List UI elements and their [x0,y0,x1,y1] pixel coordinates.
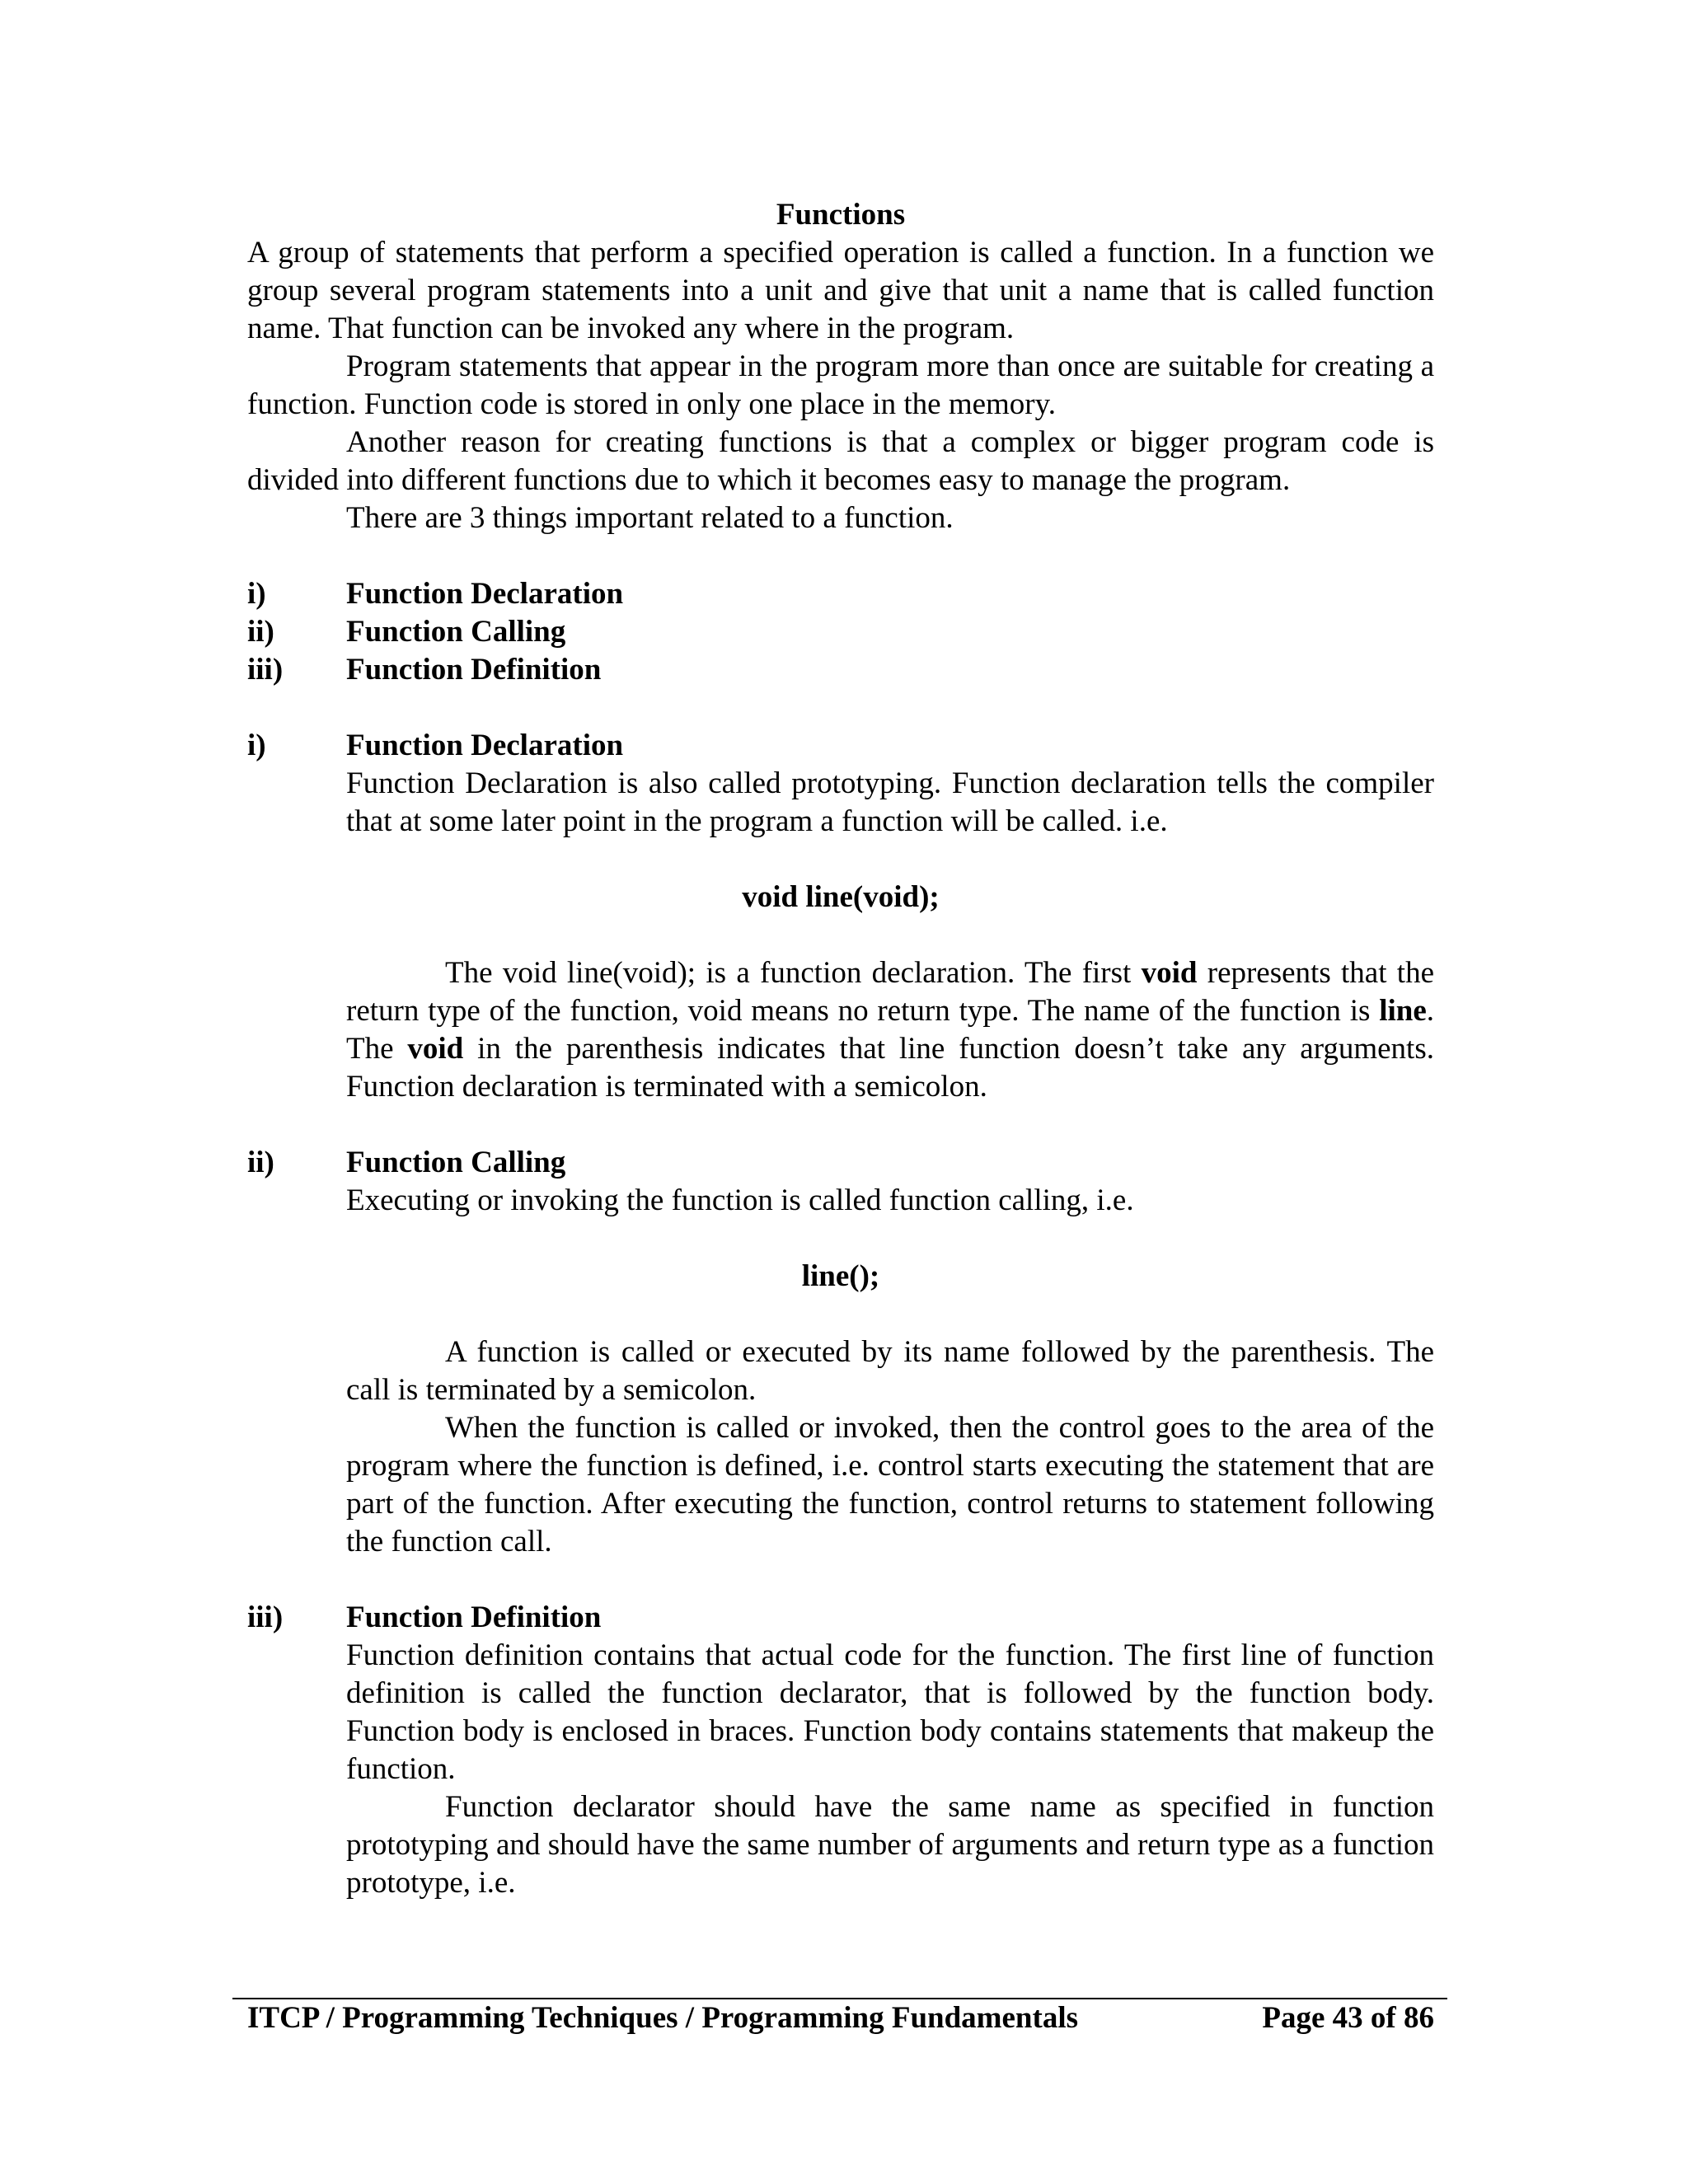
section-number: i) [247,729,266,762]
bold-term: void [407,1032,464,1066]
section-paragraph: When the function is called or invoked, then the control goes to the area of the program where the function is defined, i.e. control starts executing the statement that are part of the function. After executing the function, control returns to statement following the function call. [346,1411,1434,1558]
list-item-number: i) [247,577,266,611]
section-function-definition [247,1599,1434,1902]
section-function-calling [247,1144,1434,1561]
section-paragraph: Executing or invoking the function is called function calling, i.e. [346,1183,1134,1217]
footer-page-number: Page 43 of 86 [1262,2001,1434,2035]
page-footer [247,1999,1434,2037]
spacer [247,1106,1434,1144]
list-item-text: Function Calling [346,615,566,649]
section-paragraph: Function definition contains that actual code for the function. The first line of function definition is called the function declarator, that is followed by the function body. Function body is enclosed in braces. Function body contains statements that makeup the function. [346,1638,1434,1786]
page-content [247,196,1434,1902]
spacer [346,841,1434,879]
section-number: ii) [247,1146,274,1179]
section-paragraph: A function is called or executed by its name followed by the parenthesis. The call is terminated by a semicolon. [346,1335,1434,1407]
spacer [346,1296,1434,1333]
topic-list [247,575,1434,689]
list-item-number: ii) [247,615,274,649]
code-example: line(); [801,1259,880,1293]
list-item [247,651,1434,689]
footer-course-title: ITCP / Programming Techniques / Programming Fundamentals [247,2001,1078,2035]
intro-paragraph-1: A group of statements that perform a specified operation is called a function. In a function we group several program statements into a unit and give that unit a name that is called function name. That function can be invoked any where in the program. [247,236,1434,345]
spacer [346,916,1434,954]
section-paragraph: Function Declaration is also called prototyping. Function declaration tells the compiler that at some later point in the program a function will be called. i.e. [346,766,1434,838]
section-body [346,1144,1434,1561]
section-number: iii) [247,1601,284,1634]
bold-term: line [1379,994,1427,1028]
intro-paragraph-4: There are 3 things important related to a function. [346,501,954,535]
bold-term: void [1141,956,1198,990]
section-title: Function Declaration [346,729,624,762]
list-item [247,613,1434,651]
section-paragraph [346,954,1434,1106]
section-body [346,727,1434,1106]
list-item-number: iii) [247,653,284,687]
section-function-declaration [247,727,1434,1106]
list-item-text: Function Declaration [346,577,624,611]
spacer [247,1561,1434,1599]
intro-paragraph-2: Program statements that appear in the program more than once are suitable for creating a function. Function code is stored in only one place in the memory. [247,349,1434,421]
list-item-text: Function Definition [346,653,602,687]
spacer [346,1220,1434,1258]
page-title: Functions [776,198,906,232]
section-paragraph: Function declarator should have the same name as specified in function prototyping and should have the same number of arguments and return type as a function prototype, i.e. [346,1790,1434,1900]
spacer [247,537,1434,575]
section-body [346,1599,1434,1902]
section-title: Function Calling [346,1146,566,1179]
text-run: . The [346,994,1434,1066]
text-run: represents that the return type of the function, void means no return type. The name of the function is [346,956,1435,1028]
section-title: Function Definition [346,1601,602,1634]
list-item [247,575,1434,613]
spacer [247,689,1434,727]
intro-paragraph-3: Another reason for creating functions is that a complex or bigger program code is divided into different functions due to which it becomes easy to manage the program. [247,425,1434,497]
text-run: The void line(void); is a function declaration. The first [445,956,1142,990]
text-run: in the parenthesis indicates that line function doesn’t take any arguments. Function declaration is terminated with a semicolon. [346,1032,1434,1104]
code-example: void line(void); [742,880,940,914]
